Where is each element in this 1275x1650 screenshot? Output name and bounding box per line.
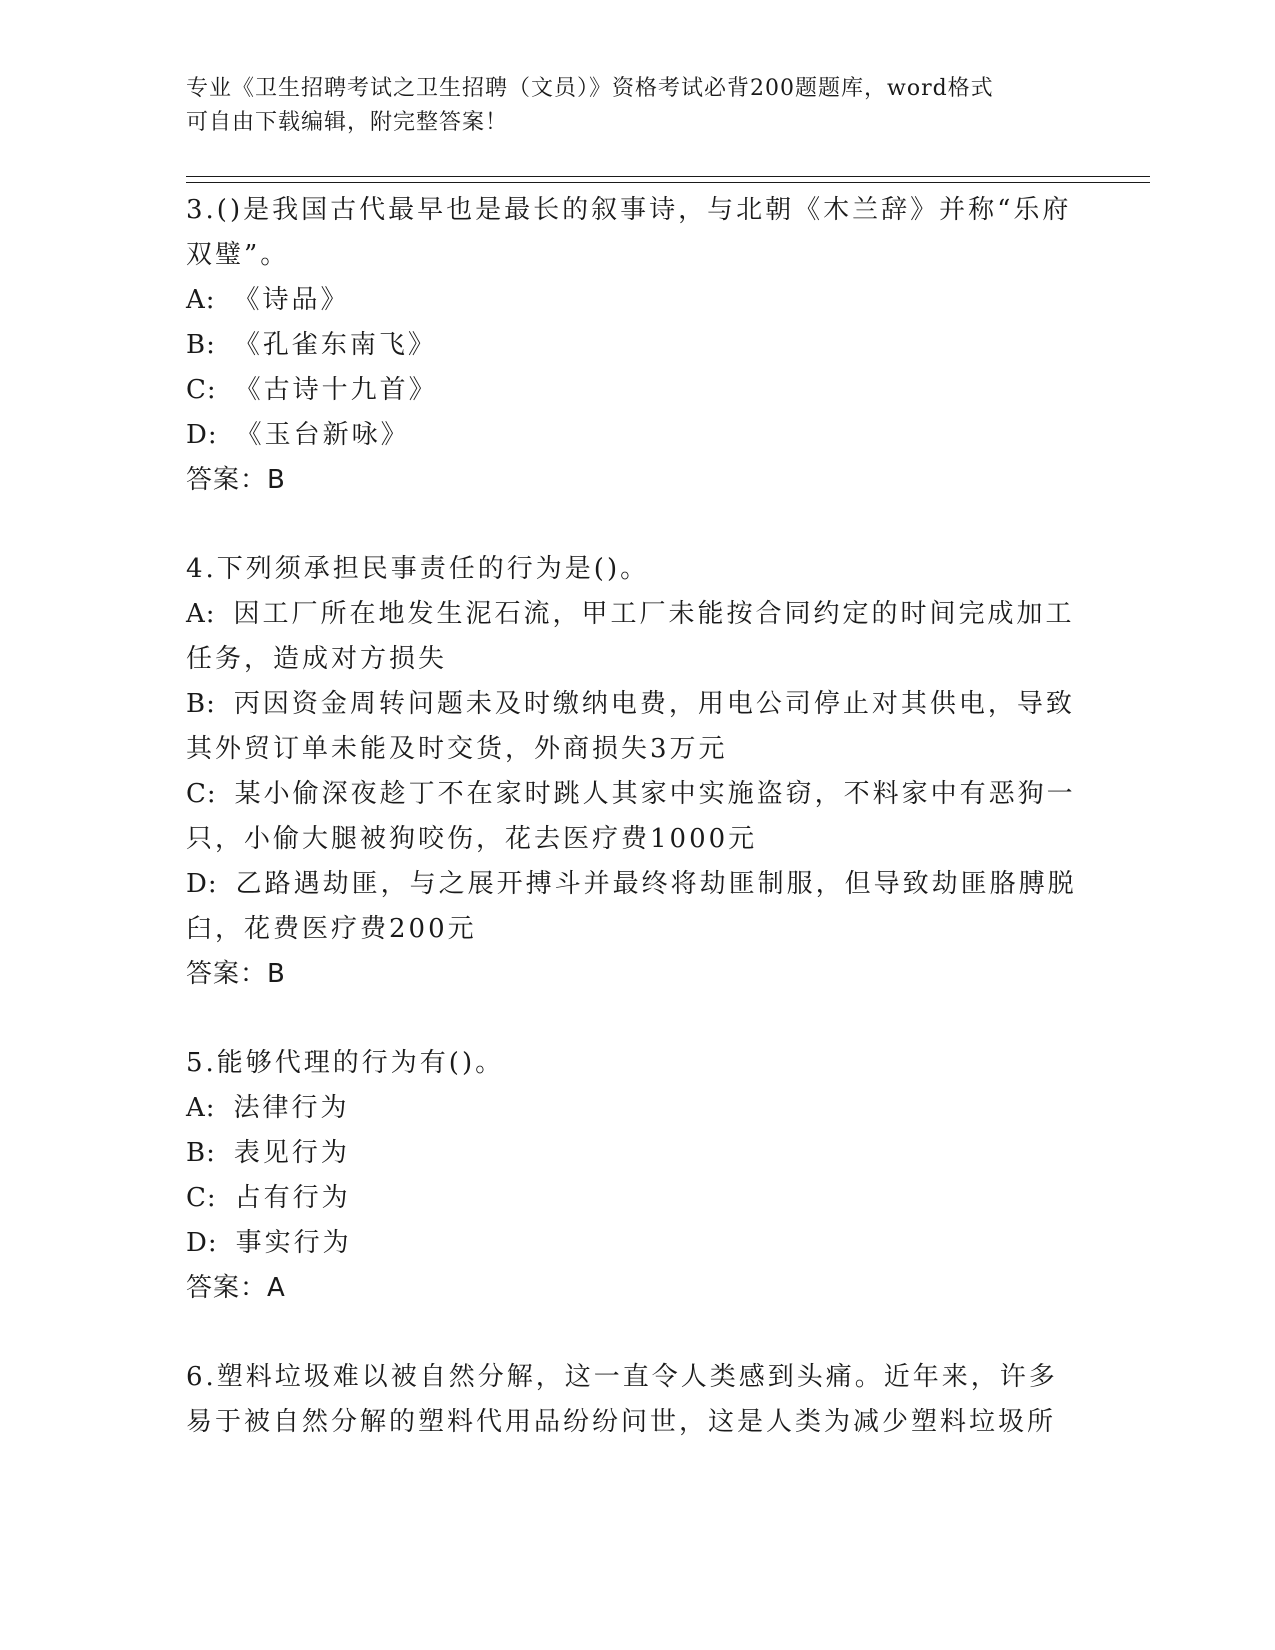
option-letter: A: xyxy=(186,1093,216,1123)
option-b xyxy=(186,323,1086,368)
answer-line: 答案：B xyxy=(186,959,286,989)
answer-line: 答案：A xyxy=(186,1273,286,1303)
header-line-2: 可自由下载编辑，附完整答案！ xyxy=(186,110,509,135)
option-text: 占有行为 xyxy=(234,1183,351,1213)
option-c xyxy=(186,1176,1086,1221)
question-5 xyxy=(186,1041,1086,1311)
option-text: 某小偷深夜趁丁不在家时跳人其家中实施盗窃，不料家中有恶狗一只，小偷大腿被狗咬伤，花去医疗费1000元 xyxy=(186,779,1076,854)
header-divider-top xyxy=(186,176,1150,177)
option-text: 事实行为 xyxy=(235,1228,352,1258)
header-line-1: 专业《卫生招聘考试之卫生招聘（文员）》资格考试必背200题题库，word格式 xyxy=(186,76,994,101)
option-c xyxy=(186,772,1086,862)
option-letter: D: xyxy=(186,1228,218,1258)
option-text: 表见行为 xyxy=(233,1138,350,1168)
option-letter: D: xyxy=(186,420,218,450)
option-text: 法律行为 xyxy=(233,1093,350,1123)
answer-line: 答案：B xyxy=(186,465,286,495)
option-a xyxy=(186,278,1086,323)
option-d xyxy=(186,1221,1086,1266)
question-text: 5.能够代理的行为有()。 xyxy=(186,1048,505,1078)
document-header xyxy=(186,72,1066,140)
option-letter: A: xyxy=(186,599,216,629)
option-letter: D: xyxy=(186,869,218,899)
option-a xyxy=(186,592,1086,682)
option-d xyxy=(186,862,1086,952)
option-a xyxy=(186,1086,1086,1131)
option-letter: C: xyxy=(186,375,217,405)
option-letter: B: xyxy=(186,689,216,719)
option-letter: B: xyxy=(186,1138,216,1168)
option-letter: C: xyxy=(186,1183,217,1213)
option-letter: B: xyxy=(186,330,216,360)
option-text: 丙因资金周转问题未及时缴纳电费，用电公司停止对其供电，导致其外贸订单未能及时交货，外商损失3万元 xyxy=(186,689,1075,764)
option-text: 《古诗十九首》 xyxy=(234,375,438,405)
question-text: 4.下列须承担民事责任的行为是()。 xyxy=(186,554,650,584)
option-text: 乙路遇劫匪，与之展开搏斗并最终将劫匪制服，但导致劫匪胳膊脱臼，花费医疗费200元 xyxy=(186,869,1077,944)
option-c xyxy=(186,368,1086,413)
question-text: 3.()是我国古代最早也是最长的叙事诗，与北朝《木兰辞》并称“乐府双璧”。 xyxy=(186,195,1072,270)
question-list xyxy=(186,188,1086,1489)
option-text: 《诗品》 xyxy=(233,285,350,315)
question-4 xyxy=(186,547,1086,997)
option-b xyxy=(186,1131,1086,1176)
option-text: 因工厂所在地发生泥石流，甲工厂未能按合同约定的时间完成加工任务，造成对方损失 xyxy=(186,599,1075,674)
header-divider-bottom xyxy=(186,182,1150,183)
question-text: 6.塑料垃圾难以被自然分解，这一直令人类感到头痛。近年来，许多易于被自然分解的塑料代用品纷纷问世，这是人类为减少塑料垃圾所 xyxy=(186,1362,1058,1437)
option-text: 《玉台新咏》 xyxy=(235,420,410,450)
option-b xyxy=(186,682,1086,772)
question-3 xyxy=(186,188,1086,503)
option-letter: A: xyxy=(186,285,216,315)
option-text: 《孔雀东南飞》 xyxy=(233,330,437,360)
option-d xyxy=(186,413,1086,458)
option-letter: C: xyxy=(186,779,217,809)
question-6 xyxy=(186,1355,1086,1445)
